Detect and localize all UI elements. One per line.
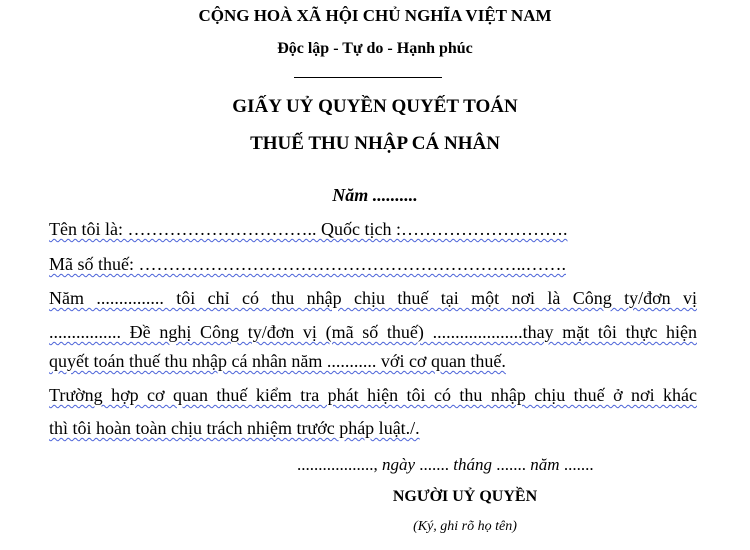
document-title-line1: GIẤY UỶ QUYỀN QUYẾT TOÁN <box>232 96 518 117</box>
body-responsibility-2: thì tôi hoàn toàn chịu trách nhiệm trước pháp luật./. <box>49 418 420 438</box>
body-tax-code: Mã số thuế: ………………………………………………………..……. <box>49 254 566 274</box>
document-title-line2: THUẾ THU NHẬP CÁ NHÂN <box>250 133 500 154</box>
motto-divider <box>294 77 442 78</box>
signature-note: (Ký, ghi rõ họ tên) <box>413 519 517 534</box>
signer-title: NGƯỜI UỶ QUYỀN <box>392 488 538 505</box>
body-income-statement: Năm ............... tôi chỉ có thu nhập chịu thuế tại một nơi là Công ty/đơn vị <box>49 288 697 308</box>
date-line <box>297 455 594 475</box>
body-responsibility-1: Trường hợp cơ quan thuế kiểm tra phát hiện tôi có thu nhập chịu thuế ở nơi khác <box>49 385 697 405</box>
national-motto: Độc lập - Tự do - Hạnh phúc <box>277 40 473 57</box>
date-month-label: tháng <box>453 455 493 474</box>
date-year-label: năm <box>530 455 560 474</box>
date-month-blank: ....... <box>496 455 527 474</box>
body-name-nationality: Tên tôi là: ………………………….. Quốc tịch :………………………. <box>49 219 568 239</box>
body-settlement: quyết toán thuế thu nhập cá nhân năm ........... với cơ quan thuế. <box>49 351 506 371</box>
year-line: Năm .......... <box>332 185 418 205</box>
national-title: CỘNG HOÀ XÃ HỘI CHỦ NGHĨA VIỆT NAM <box>198 6 552 25</box>
date-day-label: ngày <box>382 455 416 474</box>
date-place-blank: .................., <box>297 455 378 474</box>
body-request: ................ Đề nghị Công ty/đơn vị (mã số thuế) ....................thay mặt tôi thực hiện <box>49 322 697 342</box>
date-year-blank: ....... <box>563 455 594 474</box>
date-day-blank: ....... <box>419 455 450 474</box>
